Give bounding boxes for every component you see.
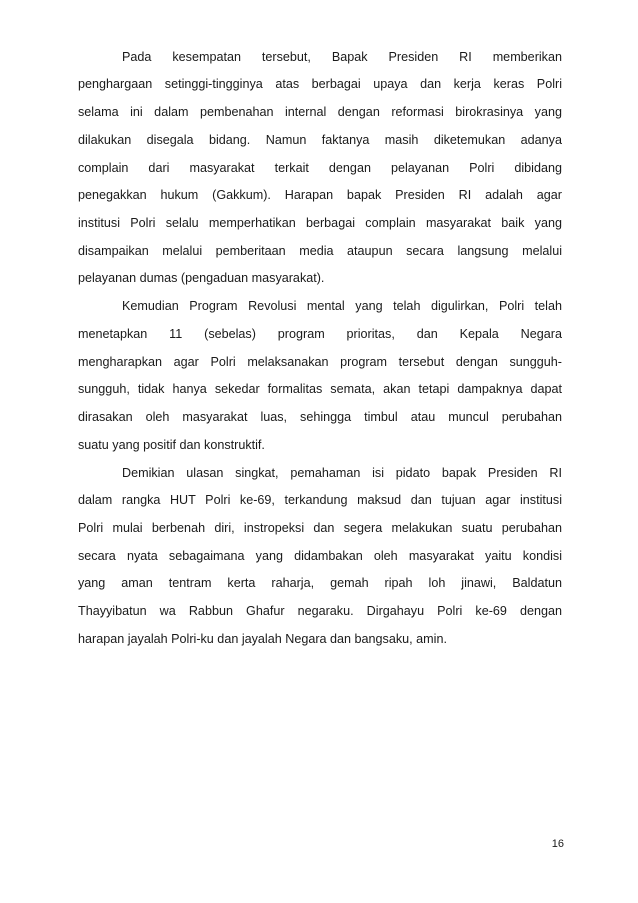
text-line: yang aman tentram kerta raharja, gemah ripah loh jinawi, Baldatun	[78, 576, 562, 590]
text-line: selama ini dalam pembenahan internal dengan reformasi birokrasinya yang	[78, 105, 562, 119]
text-line: penegakkan hukum (Gakkum). Harapan bapak Presiden RI adalah agar	[78, 188, 562, 202]
text-line: secara nyata sebagaimana yang didambakan oleh masyarakat yaitu kondisi	[78, 549, 562, 563]
text-line: penghargaan setinggi-tingginya atas berbagai upaya dan kerja keras Polri	[78, 77, 562, 91]
text-line: dalam rangka HUT Polri ke-69, terkandung maksud dan tujuan agar institusi	[78, 493, 562, 507]
text-line: mengharapkan agar Polri melaksanakan program tersebut dengan sungguh-	[78, 355, 562, 369]
text-line: Polri mulai berbenah diri, instropeksi dan segera melakukan suatu perubahan	[78, 521, 562, 535]
text-line: dirasakan oleh masyarakat luas, sehingga timbul atau muncul perubahan	[78, 410, 562, 424]
text-line: Pada kesempatan tersebut, Bapak Presiden RI memberikan	[122, 50, 562, 64]
text-line: Kemudian Program Revolusi mental yang telah digulirkan, Polri telah	[122, 299, 562, 313]
text-line: suatu yang positif dan konstruktif.	[78, 438, 265, 452]
text-line: complain dari masyarakat terkait dengan pelayanan Polri dibidang	[78, 161, 562, 175]
text-line: pelayanan dumas (pengaduan masyarakat).	[78, 271, 325, 285]
text-line: dilakukan disegala bidang. Namun faktanya masih diketemukan adanya	[78, 133, 562, 147]
page-number: 16	[551, 838, 564, 850]
text-line: institusi Polri selalu memperhatikan berbagai complain masyarakat baik yang	[78, 216, 562, 230]
text-line: disampaikan melalui pemberitaan media ataupun secara langsung melalui	[78, 244, 562, 258]
text-line: Thayyibatun wa Rabbun Ghafur negaraku. Dirgahayu Polri ke-69 dengan	[78, 604, 562, 618]
text-line: Demikian ulasan singkat, pemahaman isi pidato bapak Presiden RI	[122, 466, 562, 480]
text-line: harapan jayalah Polri-ku dan jayalah Negara dan bangsaku, amin.	[78, 632, 447, 646]
text-line: sungguh, tidak hanya sekedar formalitas semata, akan tetapi dampaknya dapat	[78, 382, 562, 396]
text-line: menetapkan 11 (sebelas) program prioritas, dan Kepala Negara	[78, 327, 562, 341]
